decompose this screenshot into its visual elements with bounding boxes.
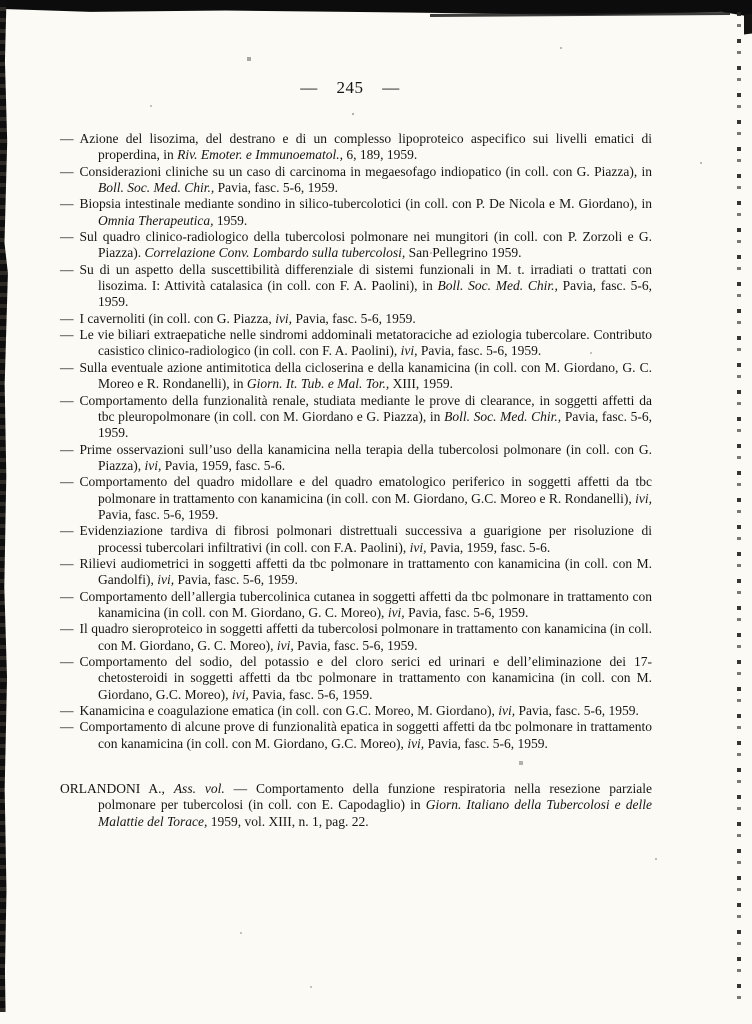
entry-text-segment: 6, 189, 1959. xyxy=(342,147,418,163)
entry-text-segment: Pavia, fasc. 5-6, 1959. xyxy=(174,572,298,588)
entry-italic-segment: ivi, xyxy=(407,735,425,751)
entry-dash: — xyxy=(60,229,74,245)
scan-artifact-specks xyxy=(0,0,2,2)
bibliography-entry xyxy=(60,442,652,475)
entry-text-segment: Comportamento del quadro midollare e del quadro ematologico periferico in soggetti affetti da tbc polmonare in trattamento con kanamicina (in coll. con M. Giordano, G.C. Moreo e R. Rondanelli), xyxy=(79,474,652,506)
scan-artifact-right-perforation xyxy=(737,12,741,1004)
entry-dash: — xyxy=(60,392,74,408)
entry-text-segment: Pavia, fasc. 5-6, 1959. xyxy=(404,604,529,620)
entry-text-segment: Pavia, fasc. 5-6, 1959. xyxy=(293,637,418,653)
entry-italic-segment: ivi, xyxy=(276,637,294,653)
bibliography-entry xyxy=(60,360,652,393)
bibliography-entry xyxy=(60,523,652,556)
entry-text-segment: Il quadro sieroproteico in soggetti affetti da tubercolosi polmonare in trattamento con kanamicina (in coll. con M. Giordano, G. C. Moreo), xyxy=(79,621,652,653)
entry-text-segment: 1959, vol. XIII, n. 1, pag. 22. xyxy=(207,813,369,829)
bibliography-entry xyxy=(60,703,652,719)
entry-dash: — xyxy=(60,327,74,343)
entry-dash: — xyxy=(60,131,74,146)
entry-dash: — xyxy=(60,654,74,669)
bibliography-entries xyxy=(60,131,652,752)
entry-text-segment: Pavia, fasc. 5-6, 1959. xyxy=(98,408,652,441)
bibliography-entry xyxy=(60,621,652,654)
entry-dash: — xyxy=(60,555,74,571)
entry-dash: — xyxy=(60,310,74,326)
author-entry xyxy=(60,781,652,830)
entry-text-segment: Prime osservazioni sull’uso della kanamicina nella terapia della tubercolosi polmonare (in coll. con G. Piazza), xyxy=(79,441,652,473)
entry-italic-segment: ivi, xyxy=(231,686,249,702)
entry-italic-segment: ivi, xyxy=(409,539,427,555)
entry-text-segment: Pavia, fasc. 5-6, 1959. xyxy=(214,180,338,196)
entry-text-segment: Comportamento della funzionalità renale, studiata mediante le prove di clearance, in soggetti affetti da tbc pleuropolmonare (in coll. con M. Giordano e G. Piazza), in xyxy=(79,392,652,424)
entry-italic-segment: Correlazione Conv. Lombardo sulla tubercolosi, xyxy=(144,245,406,261)
bibliography-list xyxy=(60,131,652,830)
entry-italic-segment: Giorn. Italiano della Tubercolosi e delle Malattie del Torace, xyxy=(98,797,652,829)
entry-text-segment: 1959. xyxy=(213,212,248,228)
entry-italic-segment: ivi, xyxy=(635,490,652,506)
entry-italic-segment: ivi, xyxy=(387,604,405,620)
entry-text-segment: XIII, 1959. xyxy=(389,376,454,392)
entry-text-segment: Pavia, 1959, fasc. 5-6. xyxy=(161,457,286,473)
bibliography-entry xyxy=(60,327,652,360)
entry-text-segment: — Comportamento della funzione respiratoria nella resezione parziale polmonare per tubercolosi (in coll. con E. Capodaglio) in xyxy=(98,781,653,813)
entry-dash: — xyxy=(60,719,74,735)
entry-text-segment: Rilievi audiometrici in soggetti affetti da tbc polmonare in trattamento con kanamicina (in coll. con M. Gandolfi), xyxy=(79,555,652,588)
bibliography-entry xyxy=(60,556,652,589)
entry-dash: — xyxy=(60,261,74,277)
entry-italic-segment: Boll. Soc. Med. Chir., xyxy=(437,278,558,294)
entry-text-segment: I cavernoliti (in coll. con G. Piazza, xyxy=(79,310,276,326)
entry-dash: — xyxy=(60,523,74,539)
entry-text-segment: Pavia, 1959, fasc. 5-6. xyxy=(426,539,551,555)
author-entry-block xyxy=(60,781,652,830)
entry-italic-segment: ivi, xyxy=(157,572,175,588)
entry-text-segment: Pavia, fasc. 5-6, 1959. xyxy=(424,735,548,751)
bibliography-entry xyxy=(60,164,652,197)
entry-italic-segment: Ass. vol. xyxy=(173,781,225,797)
entry-text-segment: ORLANDONI A., xyxy=(60,781,174,797)
entry-text-segment: Pavia, fasc. 5-6, 1959. xyxy=(248,686,373,702)
entry-dash: — xyxy=(60,474,74,490)
entry-text-segment: Kanamicina e coagulazione ematica (in coll. con G.C. Moreo, M. Giordano), xyxy=(79,703,499,719)
entry-dash: — xyxy=(60,703,74,719)
entry-dash: — xyxy=(60,196,74,212)
entry-dash: — xyxy=(60,588,74,604)
bibliography-entry xyxy=(60,131,652,164)
entry-text-segment: Comportamento del sodio, del potassio e del cloro serici ed urinari e dell’eliminazione dei 17-chetosteroidi in soggetti affetti da tbc polmonare in trattamento con kanamicina (in coll. con M. Giordano, G.C. Moreo), xyxy=(79,654,652,702)
entry-text-segment: Sulla eventuale azione antimitotica della cicloserina e della kanamicina (in coll. con M. Giordano, G. C. Moreo e R. Rondanelli), in xyxy=(79,359,652,392)
entry-text-segment: Biopsia intestinale mediante sondino in silico-tubercolotici (in coll. con P. De Nicola e M. Giordano), in xyxy=(79,196,652,212)
entry-italic-segment: Boll. Soc. Med. Chir., xyxy=(444,408,562,424)
entry-text-segment: Le vie biliari extraepatiche nelle sindromi addominali metatoraciche ad eziologia tubercolare. Contributo casistico clinico-radiologico (in coll. con F. A. Paolini), xyxy=(79,327,652,359)
entry-italic-segment: Riv. Emoter. e Immunoematol., xyxy=(177,147,343,163)
bibliography-entry xyxy=(60,196,652,229)
entry-text-segment: Sul quadro clinico-radiologico della tubercolosi polmonare nei mungitori (in coll. con P. Zorzoli e G. Piazza). xyxy=(79,229,652,261)
entry-text-segment: Evidenziazione tardiva di fibrosi polmonari distrettuali successiva a guarigione per risoluzione di processi tubercolari infiltrativi (in coll. con F.A. Paolini), xyxy=(79,523,652,555)
bibliography-entry xyxy=(60,589,652,622)
entry-text-segment: Azione del lisozima, del destrano e di un complesso lipoproteico aspecifico sui livelli ematici di properdina, in xyxy=(79,131,652,163)
entry-text-segment: San Pellegrino 1959. xyxy=(405,245,522,261)
entry-dash: — xyxy=(60,359,74,375)
entry-text-segment: Su di un aspetto della suscettibilità differenziale di sistemi funzionali in M. t. irradiati o trattati con lisozima. I: Attività catalasica (in coll. con F. A. Paolini), in xyxy=(79,261,652,294)
bibliography-entry xyxy=(60,393,652,442)
entry-text-segment: Pavia, fasc. 5-6, 1959. xyxy=(98,278,652,310)
entry-text-segment: Pavia, fasc. 5-6, 1959. xyxy=(417,343,542,359)
entry-text-segment: Considerazioni cliniche su un caso di carcinoma in megaesofago indiopatico (in coll. con G. Piazza), in xyxy=(79,163,652,179)
scan-artifact-left-binding xyxy=(0,0,9,1012)
scan-artifact-corner-mark xyxy=(744,13,752,34)
bibliography-entry xyxy=(60,474,652,523)
entry-italic-segment: ivi, xyxy=(275,310,293,326)
entry-italic-segment: Omnia Therapeutica, xyxy=(98,212,214,228)
entry-dash: — xyxy=(60,621,74,637)
entry-italic-segment: Boll. Soc. Med. Chir., xyxy=(98,180,215,196)
entry-italic-segment: ivi, xyxy=(400,343,418,359)
entry-italic-segment: ivi, xyxy=(144,457,162,473)
entry-text-segment: Pavia, fasc. 5-6, 1959. xyxy=(292,310,416,326)
bibliography-entry xyxy=(60,262,652,311)
bibliography-entry xyxy=(60,311,652,327)
bibliography-entry xyxy=(60,654,652,703)
entry-text-segment: Comportamento dell’allergia tubercolinica cutanea in soggetti affetti da tbc polmonare in trattamento con kanamicina (in coll. con M. Giordano, G. C. Moreo), xyxy=(79,588,652,620)
bibliography-entry xyxy=(60,719,652,752)
entry-dash: — xyxy=(60,163,74,179)
entry-italic-segment: Giorn. It. Tub. e Mal. Tor., xyxy=(246,376,390,392)
entry-dash: — xyxy=(60,441,74,457)
page-number-header: — 245 — xyxy=(300,78,400,97)
entry-italic-segment: ivi, xyxy=(498,703,516,719)
bibliography-entry xyxy=(60,229,652,262)
entry-text-segment: Pavia, fasc. 5-6, 1959. xyxy=(98,506,219,522)
entry-text-segment: Comportamento di alcune prove di funzionalità epatica in soggetti affetti da tbc polmonare in trattamento con kanamicina (in coll. con M. Giordano, G.C. Moreo), xyxy=(79,719,652,751)
entry-text-segment: Pavia, fasc. 5-6, 1959. xyxy=(515,703,639,719)
